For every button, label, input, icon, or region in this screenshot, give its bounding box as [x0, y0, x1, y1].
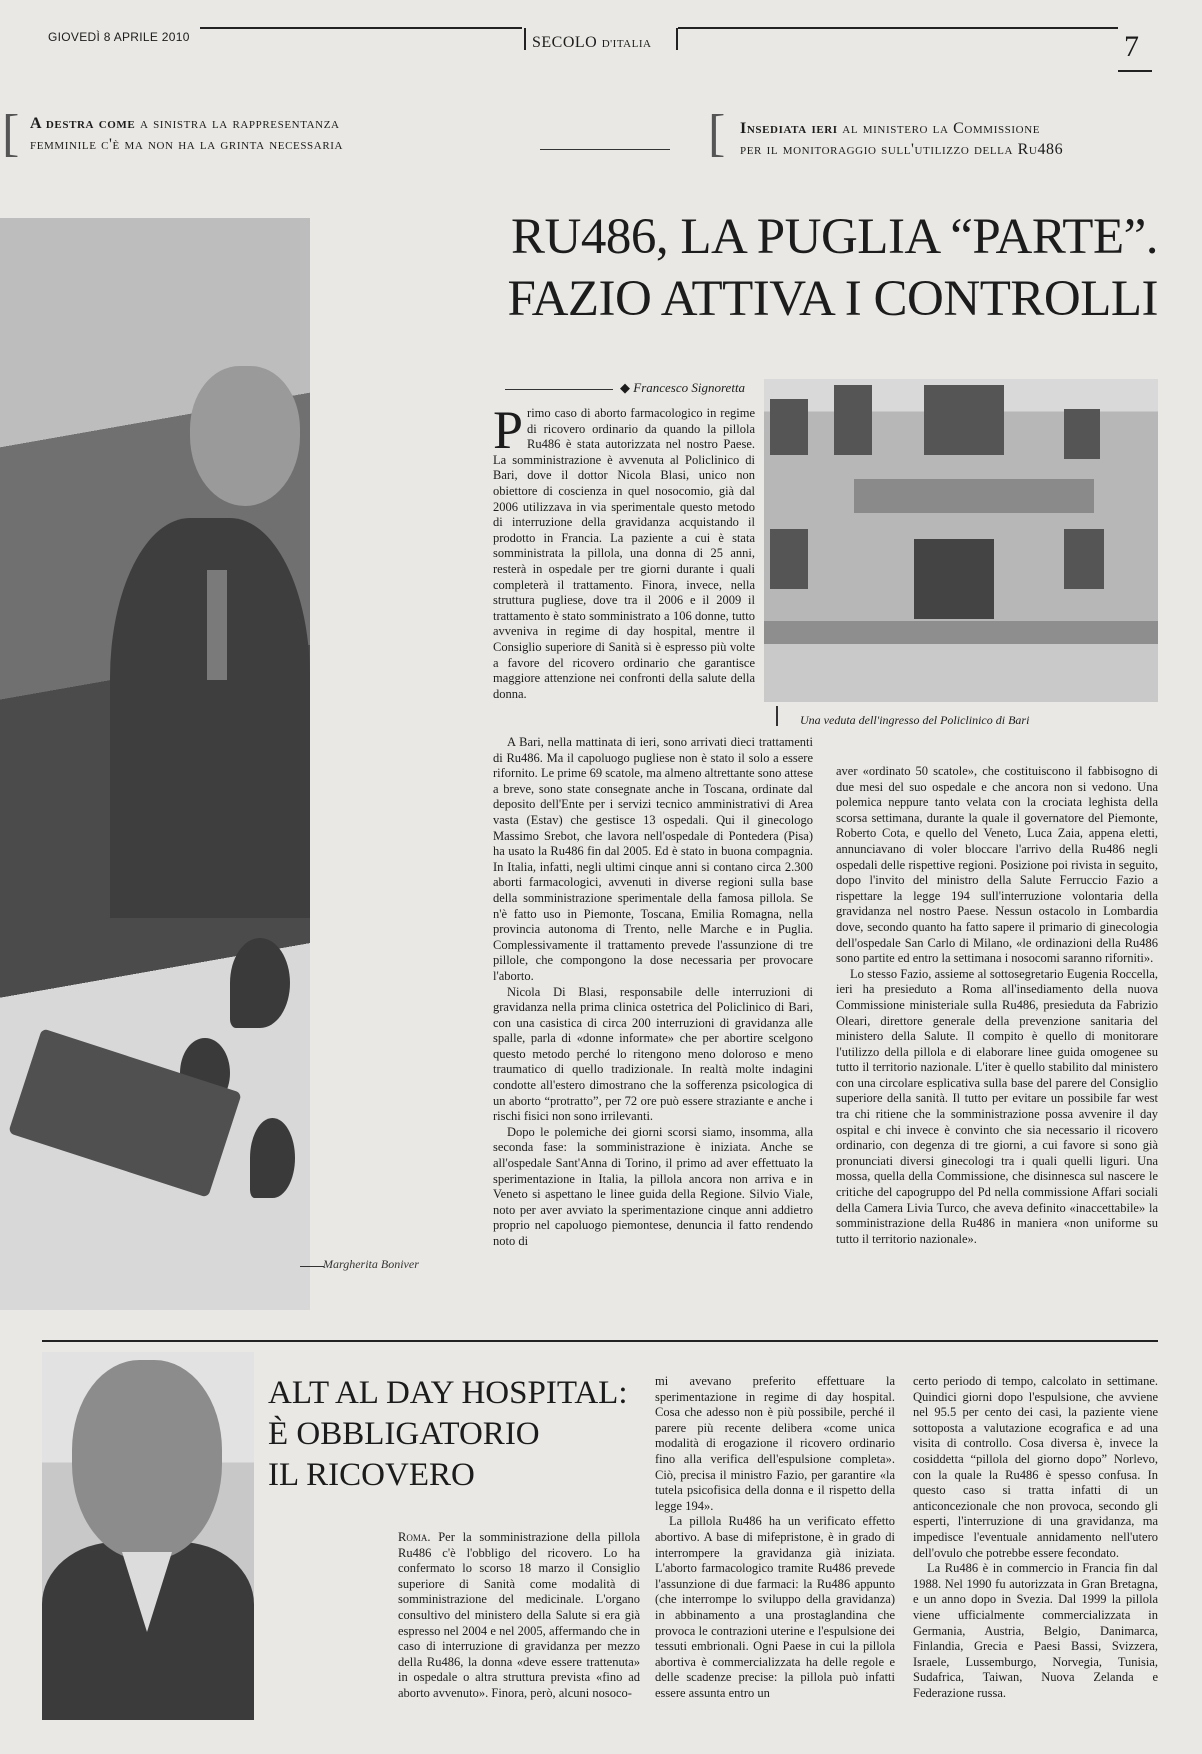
- newspaper-title-suffix: D'ITALIA: [601, 38, 652, 50]
- kicker-right-bold: Insediata ieri: [740, 120, 838, 137]
- article-paragraph: A Bari, nella mattinata di ieri, sono arrivati dieci trattamenti di Ru486. Ma il capoluogo pugliese non è stato il solo a essere rifornito. Le prime 69 scatole, ma almeno altrettante sono attese a breve, sono state consegnate anche in Toscana, ordinate dal deposito dell'Ente per i servizi tecnico amministrativi di Area vasta (Estav) che gestisce 13 ospedali. Qui il ginecologo Massimo Srebot, che lavora nell'ospedale di Pontedera (Pisa) ha usato la Ru486 fin dal 2005. Ed è stato in buona compagnia. In Italia, infatti, negli ultimi cinque anni si contano circa 2.300 aborti farmacologici, avvenuti in diverse regioni sulla base della somministrazione sperimentale della famosa pillola. Se n'è fatto uso in Piemonte, Toscana, Emilia Romagna, nella provincia autonoma di Trento, nelle Marche e in Puglia. Complessivamente il trattamento prevede l'assunzione di tre pillole, che compongono la dose necessaria per provocare l'aborto.: [493, 735, 813, 983]
- kicker-right-text: al ministero la Commissione: [842, 120, 1041, 137]
- left-bracket-icon: [: [2, 105, 20, 162]
- main-headline: [498, 206, 1158, 330]
- section-separator: [42, 1340, 1158, 1342]
- photo-hospital-sign: [854, 479, 1094, 513]
- byline-rule: [505, 389, 613, 390]
- photo-pattern-shape: [250, 1118, 295, 1198]
- kicker-right-line2: per il monitoraggio sull'utilizzo della Ru486: [740, 141, 1064, 158]
- credit-rule: [300, 1266, 324, 1267]
- photo-window: [770, 399, 808, 455]
- kicker-left: [30, 113, 450, 155]
- photo-window: [770, 529, 808, 589]
- right-bracket-icon: [: [708, 105, 726, 162]
- article-column-1: [493, 735, 813, 1250]
- page-number: 7: [1124, 30, 1139, 63]
- article-paragraph: La Ru486 è in commercio in Francia fin dal 1988. Nel 1990 fu autorizzata in Gran Bretagna, e un anno dopo in Svezia. Dal 1999 la pillola viene ufficialmente commercializzata in Germania, Austria, Belgio, Danimarca, Finlandia, Grecia e Paesi Bassi, Svizzera, Israele, Lussemburgo, Norvegia, Tunisia, Sudafrica, Taiwan, Nuova Zelanda e Federazione russa.: [913, 1561, 1158, 1700]
- second-article-column-2: [655, 1374, 895, 1701]
- main-headline-line2: FAZIO ATTIVA I CONTROLLI: [507, 271, 1158, 327]
- article-paragraph-text: rimo caso di aborto farmacologico in regime di ricovero ordinario da quando la pillola Ru486 è stata autorizzata nel nostro Paese. La somministrazione è avvenuta al Policlinico di Bari, dove il dottor Nicola Blasi, unico non obiettore di coscienza in quel nosocomio, già dal 2006 utilizzava in via sperimentale questo metodo di interruzione della gravidanza acquistando il prodotto in Francia. La paziente a cui è stata somministrata la pillola, una donna di 25 anni, resterà in ospedale per tre giorni durante i quali completerà il trattamento. Finora, invece, nella struttura pugliese, dove tra il 2006 e il 2009 il trattamento è stato somministrato a 106 donne, tutto avveniva in regime di day hospital, mentre il Consiglio superiore di Sanità si è espresso più volte a favore del ricovero ordinario che garantisce maggiore attenzione nei confronti della salute della donna.: [493, 406, 755, 701]
- header-divider-right: [676, 28, 678, 50]
- second-article-column-1: [398, 1530, 640, 1702]
- caption-rule: [776, 706, 778, 726]
- article-paragraph: Dopo le polemiche dei giorni scorsi siamo, insomma, alla seconda fase: la somministrazione è iniziata. Anche se all'ospedale Sant'Anna di Torino, il primo ad aver effettuato la sperimentazione in Italia, la pillola ancora non arriva e in Veneto si aspettano le linee guida della Regione. Silvio Viale, noto per aver avviato la sperimentazione cinque anni addietro proprio nel capoluogo piemontese, denuncia il fatto rendendo noto di: [493, 1124, 813, 1248]
- article-paragraph: aver «ordinato 50 scatole», che costituiscono il fabbisogno di due mesi del suo ospedale e che ancora non si vedono. Una polemica neppure tanto velata con la crociata leghista della scorsa settimana, durante la quale il governatore del Piemonte, Roberto Cota, e quello del Veneto, Luca Zaia, appena eletti, annunciavano di voler bloccare l'arrivo della Ru486 negli ospedali delle rispettive regioni. Posizione poi rivista in seguito, dopo l'invito del ministro della Salute Ferruccio Fazio a rispettare la legge 194 sull'interruzione volontaria della gravidanza nel nostro Paese. Nessun ostacolo in Lombardia dove, secondo quanto ha fatto sapere il primario di ginecologia dell'ospedale San Carlo di Milano, «le ordinazioni della Ru486 sono partite ed entro la settimana i nosocomi saranno riforniti».: [836, 764, 1158, 966]
- photo-window: [1064, 529, 1104, 589]
- article-paragraph-text: Per la somministrazione della pillola Ru486 c'è l'obbligo del ricovero. Lo ha confermato lo scorso 18 marzo il Consiglio superiore di Sanità come modalità di somministrazione del medicinale. L'organo consultivo del ministero della Salute si era già espresso nel 2004 e nel 2005, affermando che in caso di interruzione di gravidanza per mezzo della Ru486, la donna «deve essere trattenuta» in ospedale o altra struttura prevista «fino ad aborto avvenuto». Finora, però, alcuni nosoco-: [398, 1530, 640, 1700]
- second-headline-line1: ALT AL DAY HOSPITAL:: [268, 1375, 628, 1411]
- photo-figure-face: [190, 366, 300, 506]
- kicker-left-bold: A destra come: [30, 115, 136, 132]
- photo-hospital-entrance: [764, 379, 1158, 702]
- photo-minister: [42, 1352, 254, 1720]
- article-paragraph: Nicola Di Blasi, responsabile delle interruzioni di gravidanza nella prima clinica ostetrica del Policlinico di Bari, con una casistica di circa 200 interruzioni di gravidanza alle spalle, parla di «donne informate» che per abortire scelgono questo metodo perché lo ritengono meno doloroso e meno traumatico di quello tradizionale. In realtà molte indagini condotte all'estero dimostrano che la sofferenza psicologica di un aborto “protratto”, per 72 ore può essere straziante e anche i rischi fisici non sono irrilevanti.: [493, 984, 813, 1124]
- photo-pattern-shape: [230, 938, 290, 1028]
- newspaper-name: [532, 34, 651, 52]
- article-paragraph: Lo stesso Fazio, assieme al sottosegretario Eugenia Roccella, ieri ha presieduto a Roma all'insediamento della nuova Commissione ministeriale sulla Ru486, presieduta da Fabrizio Oleari, direttore generale della prevenzione sanitaria del ministero della Salute. Il compito è quello di monitorare l'utilizzo della pillola e di elaborare linee guida omogenee su tutto il territorio nazionale. L'iter è quello stabilito dal ministero con una circolare esplicativa sulla base del parere del Consiglio superiore della sanità. Il tutto per evitare un possibile far west tra chi ritiene che la somministrazione possa avvenire il day ospital e chi invece è convinto che sia necessario il ricovero ordinario, con degenza di tre giorni, a cui favore si sono già pronunciati diversi ginecologi tra i quali quelli liguri. Una mossa, quella della Commissione, che disinnesca sul nascere le critiche del capogruppo del Pd nella commissione Affari sociali della Camera Livia Turco, che aveva definito «inaccettabile» la somministrazione della Ru486 in maniera «non uniforme su tutto il territorio nazionale».: [836, 966, 1158, 1246]
- photo-window: [834, 385, 872, 455]
- main-headline-line1: RU486, LA PUGLIA “PARTE”.: [511, 209, 1158, 265]
- article-column-intro: [493, 400, 755, 702]
- kicker-separator-rule: [540, 149, 670, 150]
- photo-window: [924, 385, 1004, 455]
- newspaper-title: SECOLO: [532, 34, 598, 51]
- kicker-left-line2: femminile c'è ma non ha la grinta necessaria: [30, 136, 344, 153]
- photo-entrance-door: [914, 539, 994, 619]
- photo-figure-tie: [207, 570, 227, 680]
- byline: ◆ Francesco Signoretta: [620, 380, 746, 395]
- kicker-left-text: a sinistra la rappresentanza: [139, 115, 340, 132]
- second-headline: [268, 1373, 628, 1496]
- second-headline-line2: È OBBLIGATORIO: [268, 1416, 540, 1452]
- article-paragraph: certo periodo di tempo, calcolato in settimane. Quindici giorni dopo l'espulsione, che avviene nel 95.5 per cento dei casi, la paziente viene sottoposta a valutazione ecografica e ad una visita di controllo. Cosa diversa è, invece la cosiddetta “pillola del giorno dopo” Norlevo, con la quale la Ru486 è spesso confusa. In questo caso si tratta infatti di un anticoncezionale che non provoca, secondo gli esperti, l'interruzione di una gravidanza, ma impedisce l'eventuale annidamento nell'utero dell'ovulo che potrebbe essere fecondato.: [913, 1374, 1158, 1560]
- photo-credit: Margherita Boniver: [323, 1257, 419, 1271]
- header-rule-right: [678, 27, 1118, 29]
- photo-window: [1064, 409, 1100, 459]
- kicker-right: [740, 118, 1160, 160]
- page-number-underline: [1118, 70, 1152, 72]
- article-paragraph: [398, 1530, 640, 1702]
- second-headline-line3: IL RICOVERO: [268, 1457, 475, 1493]
- article-paragraph: mi avevano preferito effettuare la sperimentazione in regime di day hospital. Cosa che adesso non è più possibile, perché il parere più recente delibera «come unica modalità di erogazione il ricovero ordinario fino alla verifica dell'espulsione completa». Ciò, precisa il ministro Fazio, per garantire «la tutela psicofisica della donna e il rispetto della legge 194».: [655, 1374, 895, 1513]
- second-article-column-3: [913, 1374, 1158, 1701]
- photo-politicians: [0, 218, 310, 1310]
- byline-author: Francesco Signoretta: [633, 380, 746, 395]
- issue-date: GIOVEDÌ 8 APRILE 2010: [48, 30, 190, 44]
- header-divider-left: [524, 28, 526, 50]
- article-paragraph: La pillola Ru486 ha un verificato effetto abortivo. A base di mifepristone, è in grado di interrompere la gravidanza già iniziata. L'aborto farmacologico tramite Ru486 prevede l'assunzione di due farmaci: la Ru486 appunto (che interrompe lo sviluppo della gravidanza) in abbinamento a una prostaglandina che provoca le contrazioni uterine e l'espulsione dei tessuti embrionali. Ogni Paese in cui la pillola abortiva è commercializzata ha delle regole e delle scadenze precise: la pillola può infatti essere assunta entro un: [655, 1514, 895, 1700]
- photo-caption: Una veduta dell'ingresso del Policlinico di Bari: [800, 713, 1030, 727]
- header-rule-left: [200, 27, 522, 29]
- article-column-2: [836, 764, 1158, 1247]
- photo-minister-face: [72, 1360, 222, 1560]
- drop-cap: P: [493, 400, 524, 460]
- dateline: Roma.: [398, 1530, 431, 1544]
- article-paragraph: [493, 400, 755, 702]
